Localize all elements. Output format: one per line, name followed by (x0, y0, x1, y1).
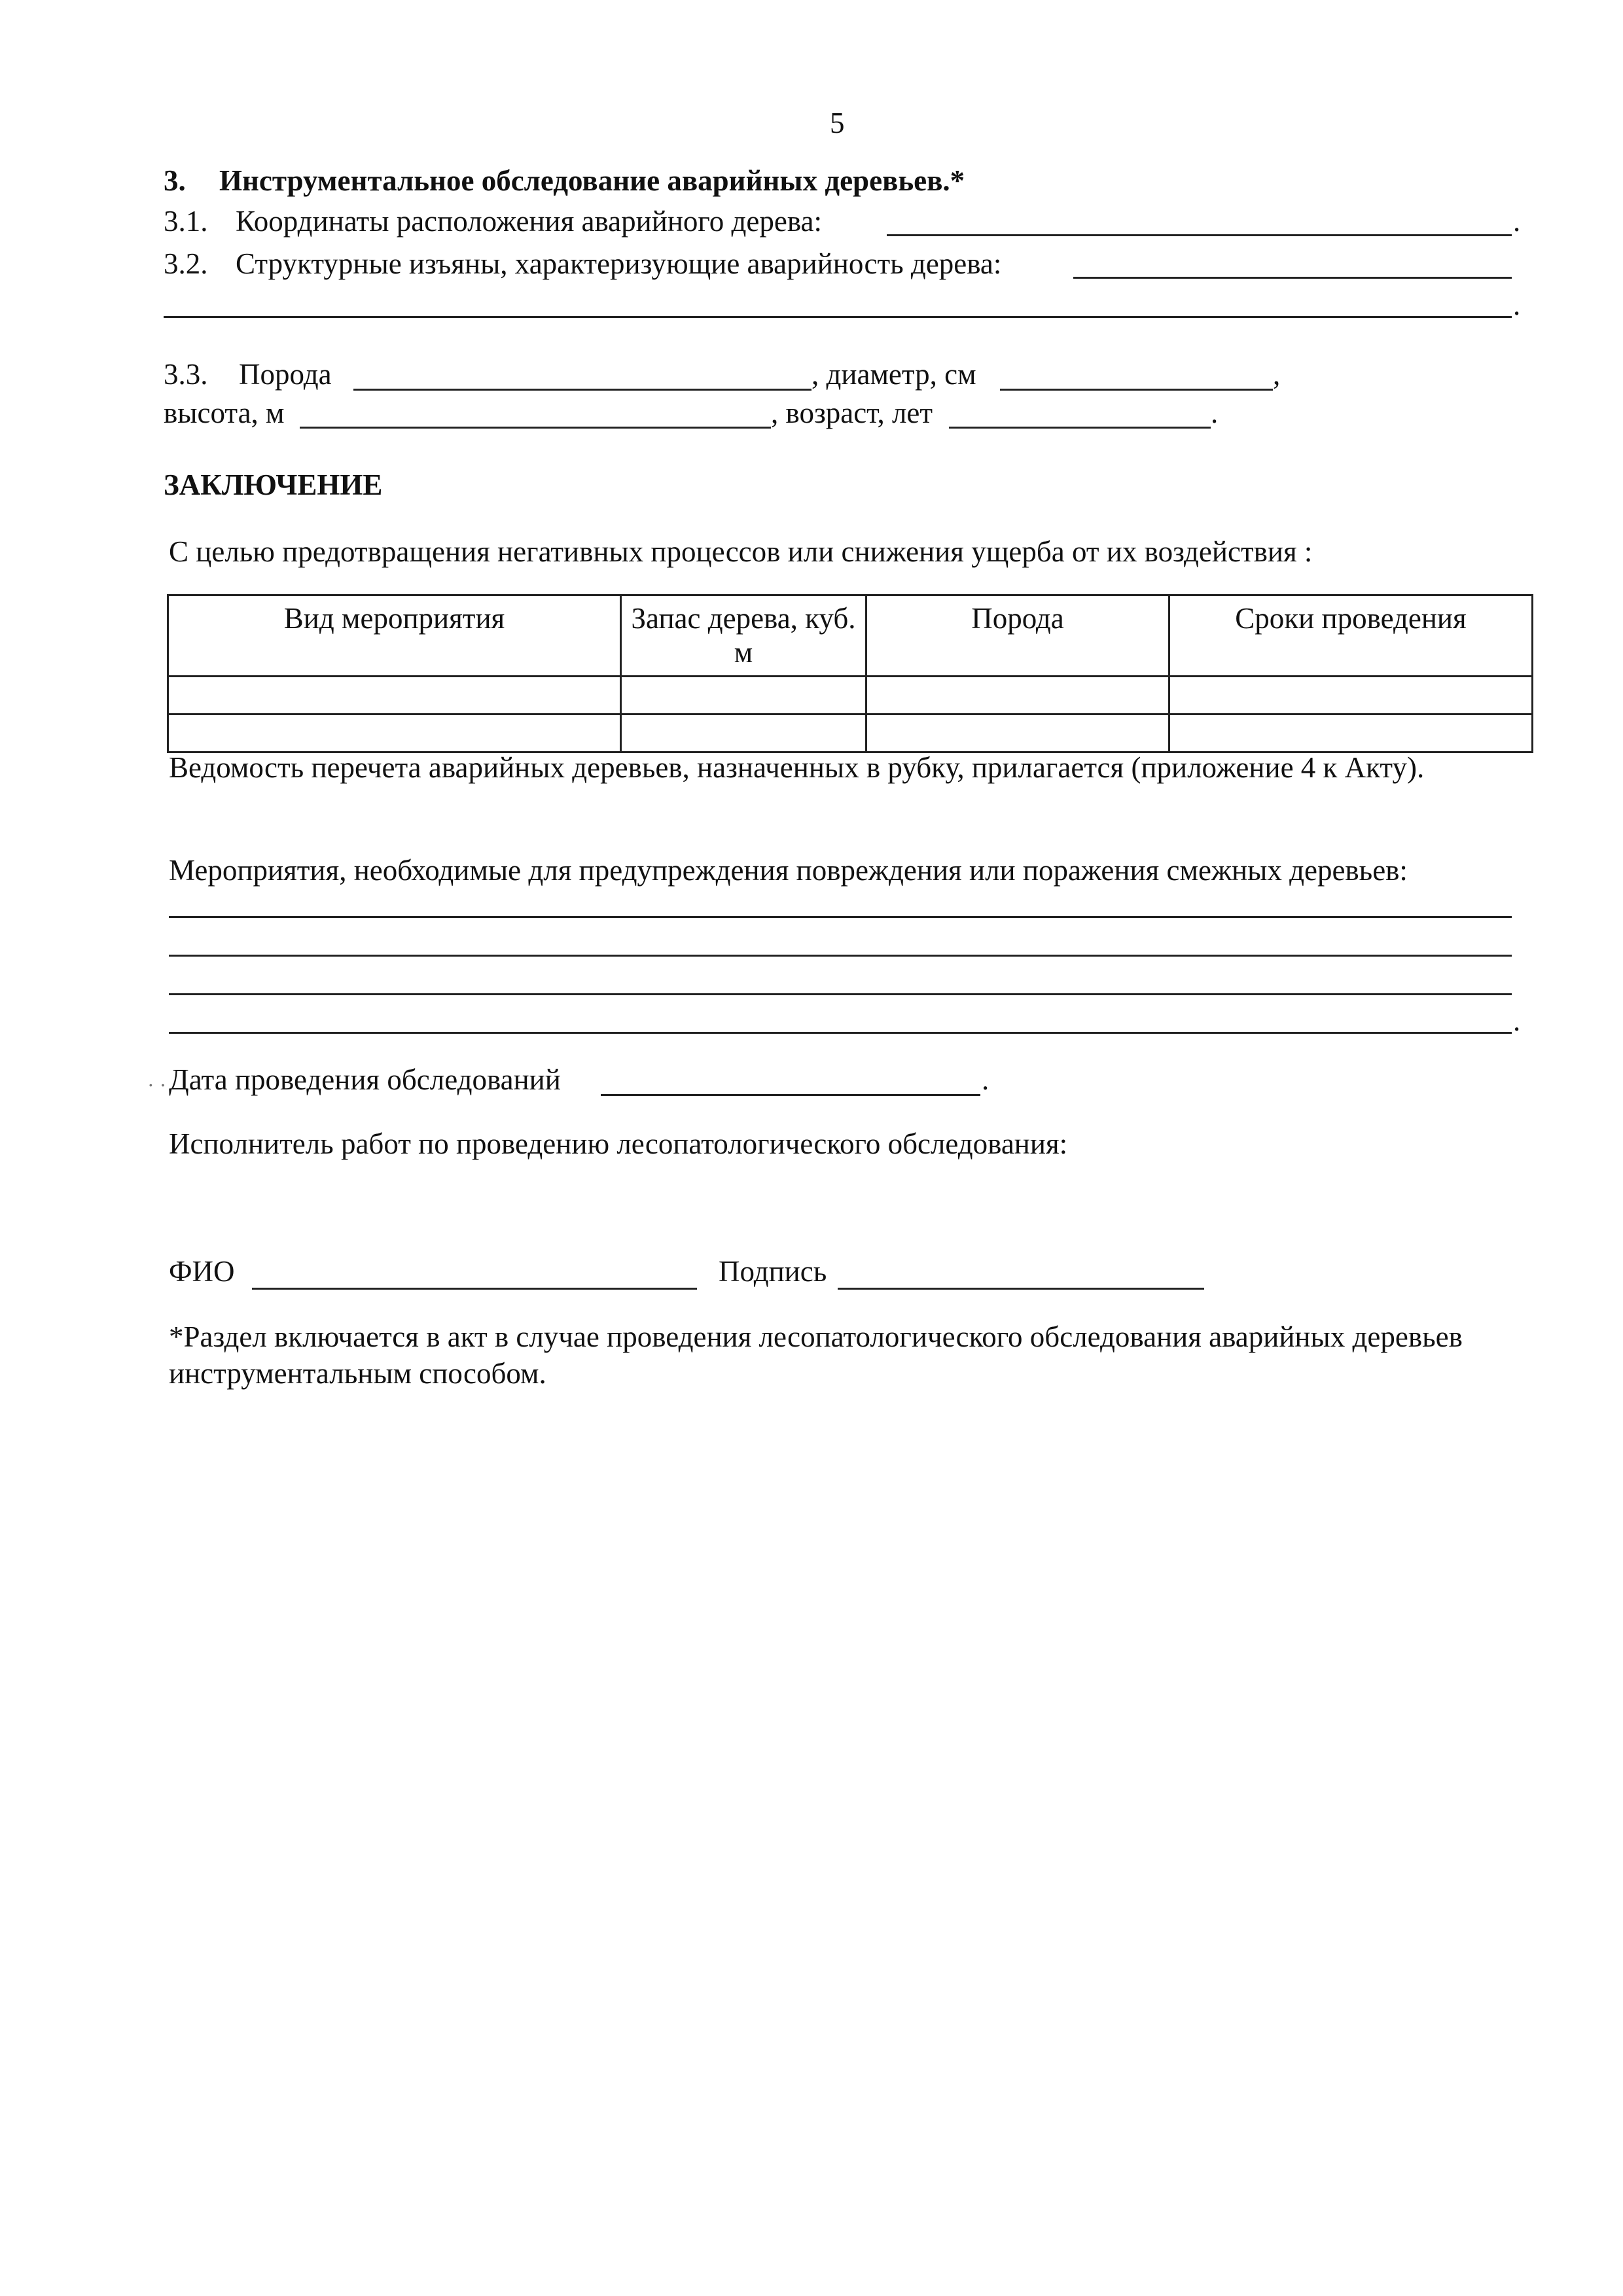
fio-label: ФИО (169, 1255, 235, 1288)
measures-field-line-1[interactable] (169, 916, 1512, 918)
age-period: . (1211, 397, 1219, 429)
defects-field-line-2[interactable] (164, 316, 1512, 318)
coordinates-field-line[interactable] (887, 234, 1512, 236)
fio-field-line[interactable] (252, 1288, 697, 1290)
conclusion-intro: С целью предотвращения негативных процессов или снижения ущерба от их воздействия : (169, 535, 1313, 568)
height-label: высота, м (164, 397, 285, 429)
signature-field-line[interactable] (838, 1288, 1204, 1290)
diameter-field-line[interactable] (1000, 389, 1273, 391)
measures-label: Мероприятия, необходимые для предупреждения повреждения или поражения смежных деревьев: (169, 854, 1408, 887)
page-number: 5 (830, 107, 845, 139)
age-label: , возраст, лет (771, 397, 933, 429)
survey-date-label: Дата проведения обследований (169, 1063, 561, 1096)
measures-table (167, 594, 1533, 753)
scan-speck: · · (147, 1073, 167, 1097)
coordinates-period: . (1513, 205, 1521, 238)
measures-field-line-3[interactable] (169, 993, 1512, 995)
header-measure-type: Вид мероприятия (168, 595, 621, 677)
survey-date-period: . (982, 1063, 990, 1096)
defects-field-line-1[interactable] (1073, 277, 1512, 279)
performer-label: Исполнитель работ по проведению лесопатологического обследования: (169, 1127, 1068, 1160)
footnote: *Раздел включается в акт в случае проведения лесопатологического обследования аварийных деревьев инструментальным способом. (169, 1320, 1463, 1390)
item-3-3-label: Порода (239, 358, 332, 391)
table-cell[interactable] (866, 715, 1169, 752)
table-cell[interactable] (1169, 715, 1533, 752)
table-cell[interactable] (168, 715, 621, 752)
table-cell[interactable] (621, 677, 866, 715)
table-row (168, 677, 1533, 715)
measures-period: . (1513, 1004, 1521, 1037)
section-number: 3. (164, 164, 186, 197)
height-field-line[interactable] (300, 427, 771, 429)
item-3-2-label: Структурные изъяны, характеризующие аварийность дерева: (236, 247, 1002, 280)
diameter-comma: , (1273, 358, 1281, 391)
table-header-row (168, 595, 1533, 677)
table-cell[interactable] (621, 715, 866, 752)
appendix-note: Ведомость перечета аварийных деревьев, назначенных в рубку, прилагается (приложение 4 к Акту). (169, 751, 1425, 784)
diameter-label: , диаметр, см (812, 358, 976, 391)
header-species: Порода (866, 595, 1169, 677)
table-cell[interactable] (168, 677, 621, 715)
header-wood-stock: Запас дерева, куб. м (621, 595, 866, 677)
table-cell[interactable] (1169, 677, 1533, 715)
defects-period: . (1513, 289, 1521, 321)
table-row (168, 715, 1533, 752)
section-title: Инструментальное обследование аварийных деревьев.* (219, 164, 965, 197)
item-3-3-number: 3.3. (164, 358, 208, 391)
item-3-1-label: Координаты расположения аварийного дерева: (236, 205, 822, 238)
conclusion-heading: ЗАКЛЮЧЕНИЕ (164, 468, 383, 501)
item-3-2-number: 3.2. (164, 247, 208, 280)
survey-date-field-line[interactable] (601, 1094, 980, 1096)
table-cell[interactable] (866, 677, 1169, 715)
measures-field-line-2[interactable] (169, 955, 1512, 957)
header-timing: Сроки проведения (1169, 595, 1533, 677)
age-field-line[interactable] (949, 427, 1211, 429)
measures-field-line-4[interactable] (169, 1032, 1512, 1034)
item-3-1-number: 3.1. (164, 205, 208, 238)
species-field-line[interactable] (353, 389, 812, 391)
signature-label: Подпись (719, 1255, 827, 1288)
